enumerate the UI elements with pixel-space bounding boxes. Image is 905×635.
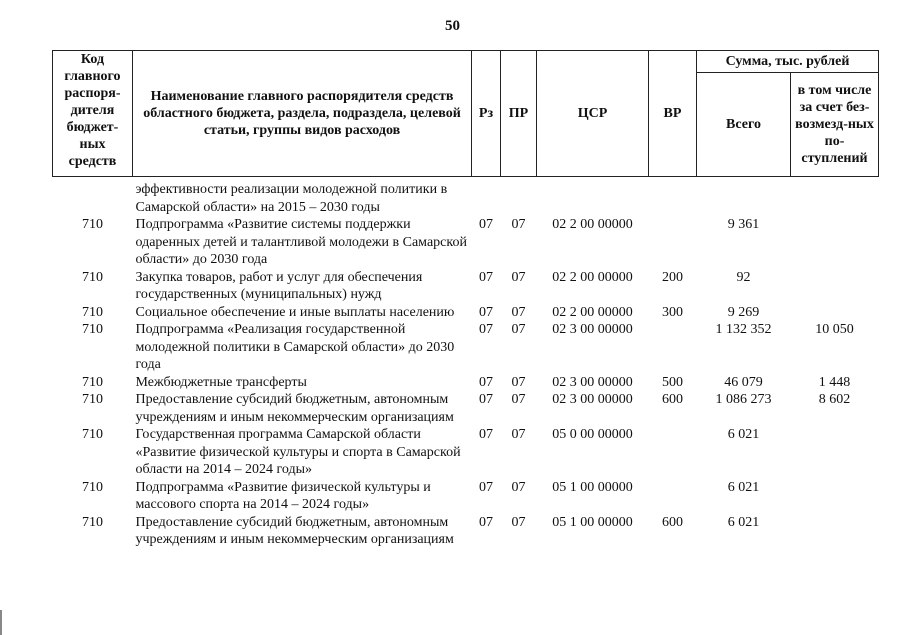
header-vr: ВР [649, 51, 697, 177]
cell-code: 710 [82, 479, 103, 495]
cell-pr: 07 [511, 427, 526, 442]
cell-csr: 05 1 00 00000 [552, 479, 633, 495]
cell-name: Подпрограмма «Реализация государственной молодежной политики в Самарской области» до 2030 года [135, 322, 455, 372]
cell-rz: 07 [479, 392, 493, 407]
cell-name: Подпрограмма «Развитие физической культуры и массового спорта на 2014 – 2024 годы» [135, 479, 431, 512]
cell-pr: 07 [511, 304, 526, 320]
cell-rz: 07 [479, 304, 493, 320]
cell-total: 46 079 [724, 374, 763, 390]
cell-free: 8 602 [818, 392, 851, 407]
scan-margin-mark [0, 610, 2, 635]
cell-rz: 07 [479, 322, 493, 337]
cell-total: 9 361 [727, 217, 760, 232]
cell-total: 6 021 [727, 427, 760, 442]
cell-vr: 600 [662, 392, 683, 407]
cell-vr: 200 [662, 269, 683, 285]
cell-csr [537, 177, 649, 217]
cell-free [791, 514, 879, 549]
header-total: Всего [697, 73, 791, 177]
cell-rz: 07 [479, 427, 493, 442]
cell-vr [649, 216, 697, 269]
table-row [53, 426, 879, 479]
cell-pr: 07 [511, 269, 526, 285]
table-row [53, 479, 879, 514]
table-row [53, 391, 879, 426]
cell-code: 710 [82, 304, 103, 320]
cell-code: 710 [82, 217, 103, 232]
cell-total: 1 132 352 [715, 322, 772, 337]
header-sum: Сумма, тыс. рублей [697, 51, 879, 73]
cell-vr [649, 426, 697, 479]
cell-csr: 02 2 00 00000 [552, 269, 633, 285]
cell-rz: 07 [479, 514, 493, 530]
cell-total: 6 021 [727, 514, 760, 530]
cell-free [791, 479, 879, 514]
table-row [53, 269, 879, 304]
cell-rz: 07 [479, 217, 493, 232]
cell-pr: 07 [511, 217, 526, 232]
cell-code [53, 177, 133, 217]
cell-code: 710 [82, 514, 103, 530]
cell-code: 710 [82, 392, 103, 407]
cell-free [791, 216, 879, 269]
cell-free [791, 177, 879, 217]
cell-pr: 07 [511, 322, 526, 337]
cell-free: 10 050 [815, 322, 854, 337]
cell-pr: 07 [511, 374, 526, 390]
cell-rz [472, 177, 501, 217]
cell-code: 710 [82, 427, 103, 442]
header-rz: Рз [472, 51, 501, 177]
cell-name: Закупка товаров, работ и услуг для обеспечения государственных (муниципальных) нужд [135, 269, 423, 302]
cell-vr: 600 [662, 514, 683, 530]
cell-vr: 500 [662, 374, 683, 390]
cell-csr: 02 2 00 00000 [552, 304, 633, 320]
cell-free [791, 269, 879, 304]
header-csr: ЦСР [537, 51, 649, 177]
cell-name: Государственная программа Самарской области «Развитие физической культуры и спорта в Самарской области на 2014 – 2024 годы» [135, 427, 461, 477]
cell-vr [649, 321, 697, 374]
cell-csr: 05 1 00 00000 [552, 514, 633, 530]
cell-rz: 07 [479, 479, 493, 495]
table-row [53, 177, 879, 217]
cell-free: 1 448 [818, 374, 851, 390]
cell-code: 710 [82, 269, 103, 285]
header-name: Наименование главного распорядителя средств областного бюджета, раздела, подраздела, целевой статьи, группы видов расходов [133, 51, 472, 177]
cell-csr: 02 3 00 00000 [552, 392, 633, 407]
header-pr: ПР [501, 51, 537, 177]
cell-free [791, 426, 879, 479]
cell-csr: 05 0 00 00000 [552, 427, 633, 442]
header-code: Код главного распоря-дителя бюджет-ных средств [53, 51, 133, 177]
cell-code: 710 [82, 374, 103, 390]
cell-pr: 07 [511, 392, 526, 407]
cell-name: эффективности реализации молодежной политики в Самарской области» на 2015 – 2030 годы [135, 182, 448, 215]
cell-total: 1 086 273 [715, 392, 772, 407]
cell-name: Предоставление субсидий бюджетным, автономным учреждениям и иным некоммерческим организациям [135, 392, 454, 425]
cell-vr [649, 177, 697, 217]
cell-csr: 02 3 00 00000 [552, 374, 633, 390]
table-header [53, 51, 879, 177]
table-body [53, 177, 879, 549]
cell-total [697, 177, 791, 217]
cell-name: Социальное обеспечение и иные выплаты населению [135, 304, 455, 320]
table-row [53, 374, 879, 392]
cell-code: 710 [82, 322, 103, 337]
cell-pr: 07 [511, 479, 526, 495]
header-free: в том числе за счет без-возмезд-ных по-ступлений [791, 73, 879, 177]
cell-pr: 07 [511, 514, 526, 530]
cell-vr [649, 479, 697, 514]
page-number: 50 [445, 18, 460, 34]
table-row [53, 514, 879, 549]
cell-rz: 07 [479, 269, 493, 285]
cell-csr: 02 3 00 00000 [552, 322, 633, 337]
cell-total: 92 [736, 269, 751, 285]
cell-total: 6 021 [727, 479, 760, 495]
cell-free [791, 304, 879, 322]
cell-name: Предоставление субсидий бюджетным, автономным учреждениям и иным некоммерческим организациям [135, 514, 454, 547]
table-row [53, 304, 879, 322]
cell-name: Межбюджетные трансферты [135, 374, 307, 390]
cell-pr [501, 177, 537, 217]
cell-csr: 02 2 00 00000 [552, 217, 633, 232]
table-row [53, 321, 879, 374]
cell-rz: 07 [479, 374, 493, 390]
cell-name: Подпрограмма «Развитие системы поддержки одаренных детей и талантливой молодежи в Самарской области» до 2030 года [135, 217, 467, 267]
table-row [53, 216, 879, 269]
budget-table [52, 50, 879, 549]
cell-vr: 300 [662, 304, 683, 320]
cell-total: 9 269 [727, 304, 760, 320]
